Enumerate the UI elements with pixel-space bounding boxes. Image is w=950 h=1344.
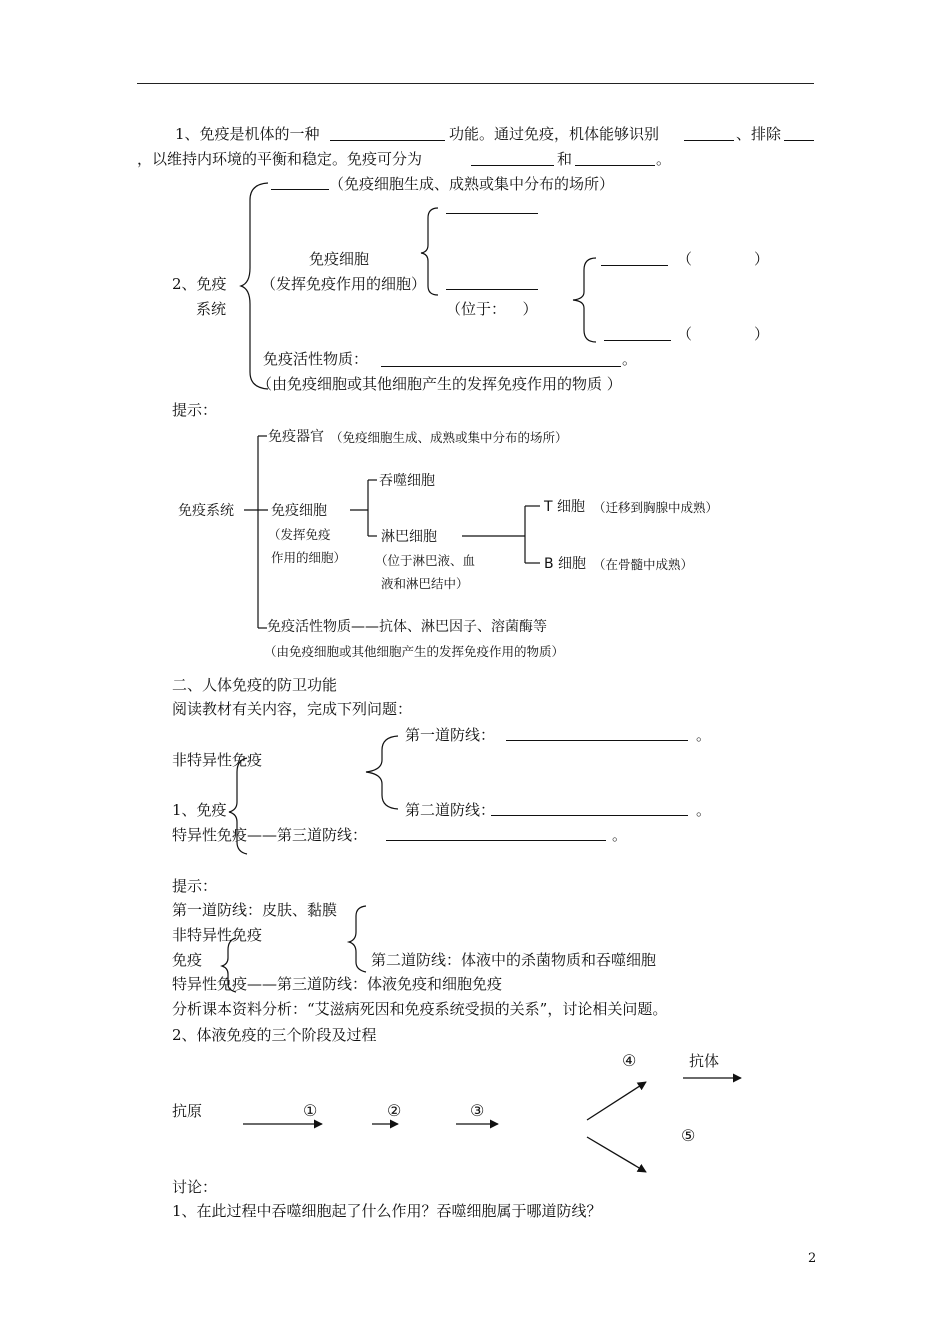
line2-label: 第二道防线： xyxy=(405,801,496,819)
hint-lymph: 淋巴细胞 xyxy=(381,529,437,545)
step-3: ③ xyxy=(470,1101,485,1120)
hint-t-note: （迁移到胸腺中成熟） xyxy=(593,500,719,515)
hint2-immune: 免疫 xyxy=(172,951,203,969)
antigen-label: 抗原 xyxy=(172,1102,203,1120)
q1-text-3: 、排除 xyxy=(736,125,782,143)
sec2-intro: 阅读教材有关内容，完成下列问题： xyxy=(172,700,413,718)
q1-text-2: 功能。通过免疫，机体能够识别 xyxy=(449,125,660,143)
hint-active: 免疫活性物质——抗体、淋巴因子、溶菌酶等 xyxy=(267,619,547,635)
hint-cell-note-2: 作用的细胞） xyxy=(271,550,347,565)
antibody-label: 抗体 xyxy=(689,1052,720,1070)
step-2: ② xyxy=(387,1101,402,1120)
brace xyxy=(421,208,438,295)
hint-organ: 免疫器官 xyxy=(268,429,324,445)
active-end: 。 xyxy=(622,350,638,368)
active-label: 免疫活性物质： xyxy=(263,350,369,368)
cell-note: （发挥免疫作用的细胞） xyxy=(261,275,427,293)
hint-t-cell: T 细胞 xyxy=(544,499,586,515)
hint-system: 免疫系统 xyxy=(178,503,234,519)
t-paren: （ ） xyxy=(677,250,770,268)
brace xyxy=(229,758,247,854)
q3-title: 2、体液免疫的三个阶段及过程 xyxy=(172,1026,377,1044)
hint2-line1: 第一道防线：皮肤、黏膜 xyxy=(172,901,338,919)
hint-active-note: （由免疫细胞或其他细胞产生的发挥免疫作用的物质） xyxy=(264,644,565,659)
hint2-title: 提示： xyxy=(172,877,218,895)
active-note: （由免疫细胞或其他细胞产生的发挥免疫作用的物质 ） xyxy=(257,375,622,393)
spec-label: 特异性免疫——第三道防线： xyxy=(172,826,368,844)
brace xyxy=(349,906,366,972)
spec-dot: 。 xyxy=(612,826,628,844)
step-1: ① xyxy=(303,1101,318,1120)
hint2-nonspec: 非特异性免疫 xyxy=(172,926,263,944)
q1-text-6: 。 xyxy=(656,150,672,168)
hint-cell-note-1: （发挥免疫 xyxy=(268,527,331,542)
num-label: 2、免疫 xyxy=(172,275,227,293)
hint-lymph-note-1: （位于淋巴液、血 xyxy=(375,553,476,568)
page-number: 2 xyxy=(808,1251,817,1266)
located-label: （位于： ） xyxy=(446,300,538,318)
hint2-analysis: 分析课本资料分析：“艾滋病死因和免疫系统受损的关系”，讨论相关问题。 xyxy=(172,1000,668,1018)
discussion-q1: 1、在此过程中吞噬细胞起了什么作用？吞噬细胞属于哪道防线？ xyxy=(172,1202,602,1220)
step-4: ④ xyxy=(622,1051,637,1070)
b-paren: （ ） xyxy=(677,325,770,343)
line1-label: 第一道防线： xyxy=(405,726,496,744)
hint2-spec: 特异性免疫——第三道防线：体液免疫和细胞免疫 xyxy=(172,975,503,993)
hint-phago: 吞噬细胞 xyxy=(379,473,435,489)
hint-b-cell: B 细胞 xyxy=(544,556,587,572)
sys-label: 系统 xyxy=(196,300,227,318)
brace xyxy=(241,183,268,389)
brace xyxy=(366,736,398,809)
sec2-title: 二、人体免疫的防卫功能 xyxy=(172,676,338,694)
brace xyxy=(573,258,596,342)
q1-text-1: 1、免疫是机体的一种 xyxy=(175,125,320,143)
q1-text-5: 和 xyxy=(557,150,573,168)
nonspec-label: 非特异性免疫 xyxy=(172,751,263,769)
hint-organ-note: （免疫细胞生成、成熟或集中分布的场所） xyxy=(330,430,568,445)
line2-dot: 。 xyxy=(696,801,712,819)
cell-label: 免疫细胞 xyxy=(309,250,370,268)
organ-note: （免疫细胞生成、成熟或集中分布的场所） xyxy=(329,175,615,193)
hint-b-note: （在骨髓中成熟） xyxy=(593,557,694,572)
hint2-line2: 第二道防线：体液中的杀菌物质和吞噬细胞 xyxy=(371,951,657,969)
hint-cell: 免疫细胞 xyxy=(271,503,327,519)
step-5: ⑤ xyxy=(681,1126,696,1145)
hint-title: 提示： xyxy=(172,401,218,419)
discussion-title: 讨论： xyxy=(172,1178,218,1196)
num1-label: 1、免疫 xyxy=(172,801,227,819)
hint-lymph-note-2: 液和淋巴结中） xyxy=(381,576,469,591)
line1-dot: 。 xyxy=(696,726,712,744)
brace xyxy=(222,938,236,992)
q1-text-4: ，以维持内环境的平衡和稳定。免疫可分为 xyxy=(137,150,423,168)
